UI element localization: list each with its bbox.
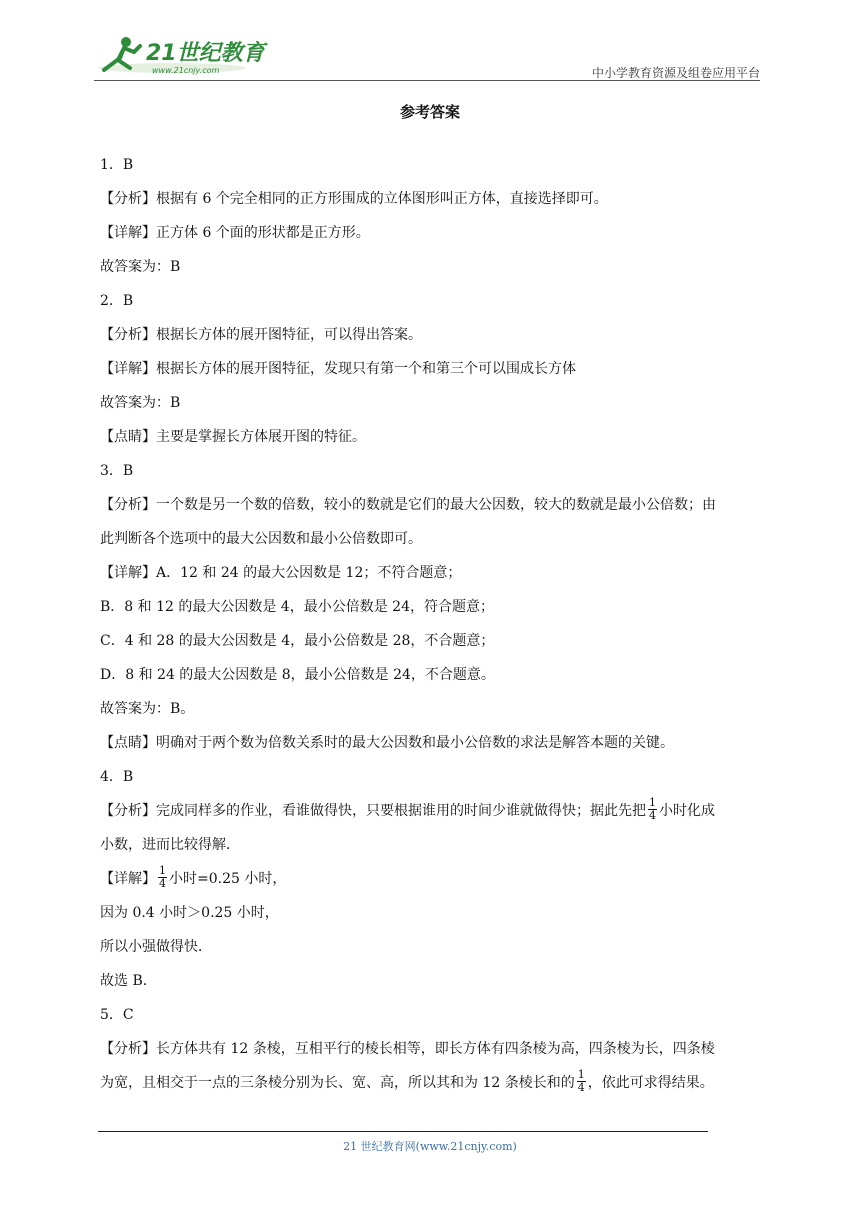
answer-line: 2．B [100, 293, 134, 309]
answer-content [100, 148, 764, 1100]
footer-divider [98, 1131, 708, 1132]
answer-line: 此判断各个选项中的最大公因数和最小公倍数即可。 [100, 531, 422, 547]
page-header [94, 30, 760, 80]
answer-line: 3．B [100, 463, 134, 479]
answer-line: D．8 和 24 的最大公因数是 8，最小公倍数是 24，不合题意。 [100, 667, 495, 683]
answer-line: 故答案为：B。 [100, 701, 195, 717]
answer-line: B．8 和 12 的最大公因数是 4，最小公倍数是 24，符合题意； [100, 599, 494, 615]
q5-analysis-text-cont: ，依此可求得结果。 [587, 1075, 714, 1091]
q5-answer-line: 5．C [100, 1007, 134, 1023]
answer-line: 故答案为：B [100, 395, 181, 411]
fraction-one-quarter: $\frac{1}{4}$ [159, 863, 166, 890]
q4-analysis-line-2: 小数，进而比较得解． [100, 837, 240, 853]
platform-name: 中小学教育资源及组卷应用平台 [591, 66, 760, 80]
answer-line: 故答案为：B [100, 259, 181, 275]
answer-line: 【分析】一个数是另一个数的倍数，较小的数就是它们的最大公因数，较大的数就是最小公倍数；由 [100, 497, 716, 513]
answer-line: 【详解】A．12 和 24 的最大公因数是 12；不符合题意； [100, 565, 462, 581]
answer-line: 【点睛】明确对于两个数为倍数关系时的最大公因数和最小公倍数的求法是解答本题的关键。 [100, 735, 674, 751]
logo-21cnjy [94, 30, 274, 78]
answer-line: 【详解】正方体 6 个面的形状都是正方形。 [100, 225, 370, 241]
answer-line: 【分析】根据有 6 个完全相同的正方形围成的立体图形叫正方体，直接选择即可。 [100, 191, 608, 207]
answer-lines [100, 148, 764, 794]
q5-analysis-text: 为宽，且相交于一点的三条棱分别为长、宽、高，所以其和为 12 条棱长和的 [100, 1075, 575, 1091]
answer-line: C．4 和 28 的最大公因数是 4，最小公倍数是 28，不合题意； [100, 633, 495, 649]
answer-line: 【分析】根据长方体的展开图特征，可以得出答案。 [100, 327, 422, 343]
answer-line: 【详解】根据长方体的展开图特征，发现只有第一个和第三个可以围成长方体 [100, 361, 576, 377]
q4-analysis-text: 【分析】完成同样多的作业，看谁做得快，只要根据谁用的时间少谁就做得快；据此先把 [100, 803, 646, 819]
q4-so-line: 所以小强做得快． [100, 939, 212, 955]
q5-analysis-line-1: 【分析】长方体共有 12 条棱，互相平行的棱长相等，即长方体有四条棱为高，四条棱为长，四条棱 [100, 1041, 715, 1057]
q4-detail-label: 【详解】 [100, 871, 156, 887]
page-footer: 21 世纪教育网(www.21cnjy.com) [343, 1140, 517, 1153]
answer-line: 【点睛】主要是掌握长方体展开图的特征。 [100, 429, 366, 445]
svg-text:www.21cnjy.com: www.21cnjy.com [152, 66, 220, 75]
q4-analysis-line-1 [100, 794, 764, 828]
q4-detail-text: 小时=0.25 小时， [169, 871, 287, 887]
fraction-one-quarter: $\frac{1}{4}$ [577, 1067, 585, 1094]
q4-choose-line: 故选 B． [100, 973, 157, 989]
header-divider [94, 80, 760, 81]
q4-because-line: 因为 0.4 小时＞0.25 小时， [100, 905, 279, 921]
q4-detail-line [100, 862, 764, 896]
fraction-one-quarter: $\frac{1}{4}$ [649, 795, 656, 822]
answer-line: 1．B [100, 157, 134, 173]
q4-analysis-text-cont: 小时化成 [659, 803, 715, 819]
svg-text:21世纪教育: 21世纪教育 [146, 41, 265, 66]
answer-line: 4．B [100, 769, 134, 785]
page-title: 参考答案 [399, 103, 460, 121]
q5-analysis-line-2 [100, 1066, 764, 1100]
